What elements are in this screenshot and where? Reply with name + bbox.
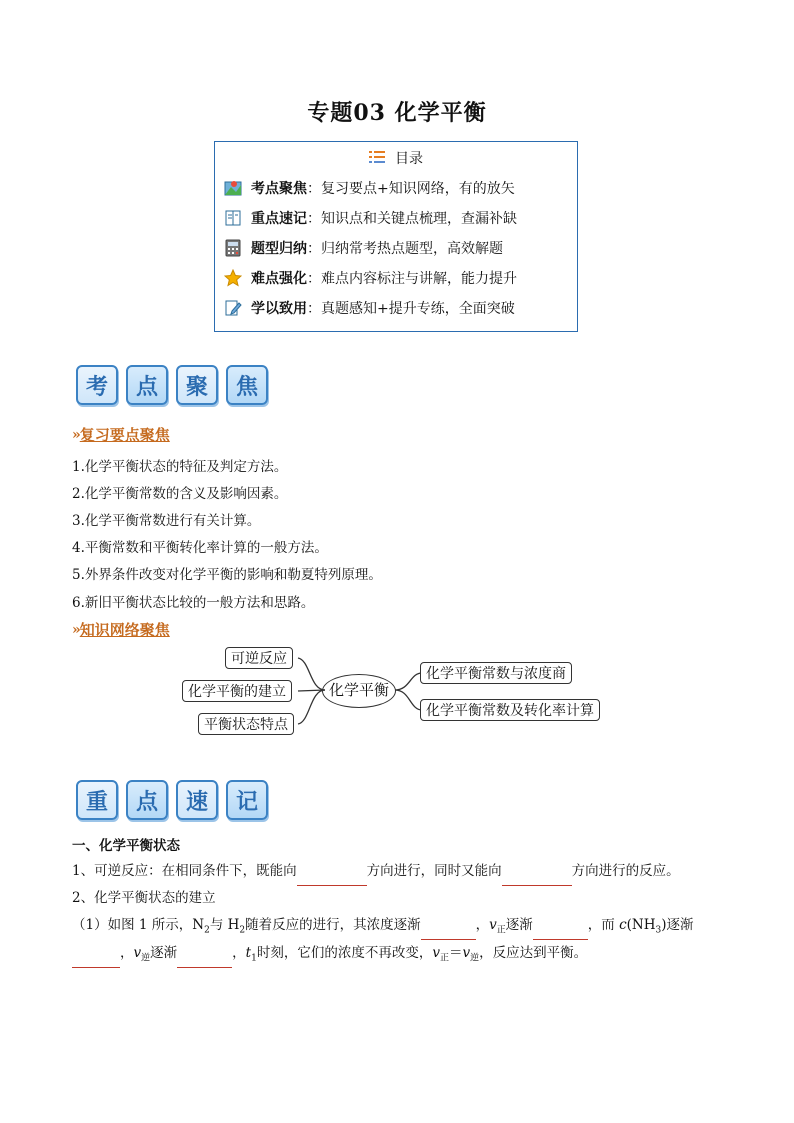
text: 逐渐 xyxy=(505,917,533,933)
var: v xyxy=(133,945,142,961)
subsection-heading: 一、化学平衡状态 xyxy=(72,838,180,854)
banner-zhongdian-suji xyxy=(76,780,274,820)
book-icon xyxy=(223,208,243,228)
text: 时刻，它们的浓度不再改变， xyxy=(256,945,433,961)
subscript: 正 xyxy=(439,953,449,964)
banner-tile: 点 xyxy=(126,780,168,820)
subscript: 逆 xyxy=(470,953,480,964)
paragraph: 2、化学平衡状态的建立 xyxy=(72,890,216,906)
fill-blank[interactable] xyxy=(72,939,120,968)
toc-item-key: 难点强化 xyxy=(251,271,307,287)
list-item: 3.化学平衡常数进行有关计算。 xyxy=(72,513,261,529)
toc-item xyxy=(223,176,515,200)
toc-item-key: 学以致用 xyxy=(251,301,307,317)
page-title: 专题03 化学平衡 xyxy=(307,100,487,126)
toc-heading-text: 目录 xyxy=(395,151,423,167)
fill-blank[interactable] xyxy=(177,939,232,968)
subscript: 逆 xyxy=(141,953,151,964)
paragraph: ，$v_逆$逐渐 ，$t_1$时刻，它们的浓度不再改变，$v_正=v_逆$，反应达到平衡。 xyxy=(72,939,732,973)
toc-item-desc: ：难点内容标注与讲解，能力提升 xyxy=(307,271,517,287)
toc-item xyxy=(223,236,503,260)
subscript: 2 xyxy=(239,925,246,936)
text: 方向进行的反应。 xyxy=(571,863,680,879)
mind-map-node: 平衡状态特点 xyxy=(198,713,294,735)
banner-tile: 记 xyxy=(226,780,268,820)
section-heading-text: 知识网络聚焦 xyxy=(79,621,170,639)
double-chevron-icon: » xyxy=(72,426,78,443)
list-item: 5.外界条件改变对化学平衡的影响和勒夏特列原理。 xyxy=(72,567,382,583)
toc-item-key: 题型归纳 xyxy=(251,241,307,257)
banner-tile: 点 xyxy=(126,365,168,405)
mind-map-node: 化学平衡的建立 xyxy=(182,680,292,702)
subscript: 正 xyxy=(496,925,506,936)
text: 随着反应的进行，其浓度逐渐 xyxy=(245,917,421,933)
mind-map-node: 化学平衡常数及转化率计算 xyxy=(420,699,600,721)
text: ，而 xyxy=(587,917,620,933)
toc-heading xyxy=(215,148,577,168)
list-item: 1.化学平衡状态的特征及判定方法。 xyxy=(72,459,288,475)
toc-item xyxy=(223,266,517,290)
paragraph: （1）如图 1 所示，$N_2$与 $H_2$随着反应的进行，其浓度逐渐 ，$v_正$逐渐 ，而 $c(NH_3)$逐渐 xyxy=(72,911,732,945)
toc-item-desc: ：真题感知+提升专练，全面突破 xyxy=(307,301,515,317)
double-chevron-icon: » xyxy=(72,621,78,638)
text: ＝ xyxy=(448,945,463,961)
map-icon xyxy=(223,178,243,198)
fill-blank[interactable] xyxy=(502,857,572,886)
list-icon xyxy=(369,151,385,167)
toc-item-key: 考点聚焦 xyxy=(251,181,307,197)
toc-box xyxy=(214,141,578,332)
subscript: 3 xyxy=(655,925,662,936)
banner-tile: 聚 xyxy=(176,365,218,405)
banner-kaodian-jujiao xyxy=(76,365,274,405)
text: (NH xyxy=(626,917,656,933)
star-icon xyxy=(223,268,243,288)
banner-tile: 考 xyxy=(76,365,118,405)
fill-blank[interactable] xyxy=(533,911,588,940)
toc-item xyxy=(223,206,517,230)
toc-item-desc: ：知识点和关键点梳理，查漏补缺 xyxy=(307,211,517,227)
subscript: 2 xyxy=(204,925,210,936)
subscript: 1 xyxy=(251,953,257,964)
text: 1、可逆反应：在相同条件下，既能向 xyxy=(72,863,297,879)
list-item: 6.新旧平衡状态比较的一般方法和思路。 xyxy=(72,595,315,611)
toc-item-key: 重点速记 xyxy=(251,211,307,227)
banner-tile: 焦 xyxy=(226,365,268,405)
section-heading xyxy=(72,619,170,640)
text: （1）如图 1 所示，N xyxy=(72,917,205,933)
calculator-icon xyxy=(223,238,243,258)
fill-blank[interactable] xyxy=(297,857,367,886)
list-item: 4.平衡常数和平衡转化率计算的一般方法。 xyxy=(72,540,328,556)
banner-tile: 速 xyxy=(176,780,218,820)
fill-blank[interactable] xyxy=(421,911,476,940)
section-heading xyxy=(72,424,170,445)
var: v xyxy=(432,945,440,961)
mind-map-node: 可逆反应 xyxy=(225,647,293,669)
edit-icon xyxy=(223,298,243,318)
paragraph xyxy=(72,857,732,886)
var: v xyxy=(462,945,471,961)
toc-item xyxy=(223,296,515,320)
text: ，反应达到平衡。 xyxy=(479,945,588,961)
var: t xyxy=(245,945,252,961)
banner-tile: 重 xyxy=(76,780,118,820)
mind-map-node: 化学平衡常数与浓度商 xyxy=(420,662,572,684)
text: 方向进行，同时又能向 xyxy=(366,863,502,879)
text: 与 H xyxy=(209,917,240,933)
text: 逐渐 xyxy=(150,945,178,961)
var: v xyxy=(489,917,497,933)
text: )逐渐 xyxy=(661,917,694,933)
list-item: 2.化学平衡常数的含义及影响因素。 xyxy=(72,486,288,502)
mind-map-center: 化学平衡 xyxy=(322,674,396,708)
toc-item-desc: ：归纳常考热点题型，高效解题 xyxy=(307,241,503,257)
var: c xyxy=(619,917,627,933)
section-heading-text: 复习要点聚焦 xyxy=(79,426,170,444)
toc-item-desc: ：复习要点+知识网络，有的放矢 xyxy=(307,181,515,197)
